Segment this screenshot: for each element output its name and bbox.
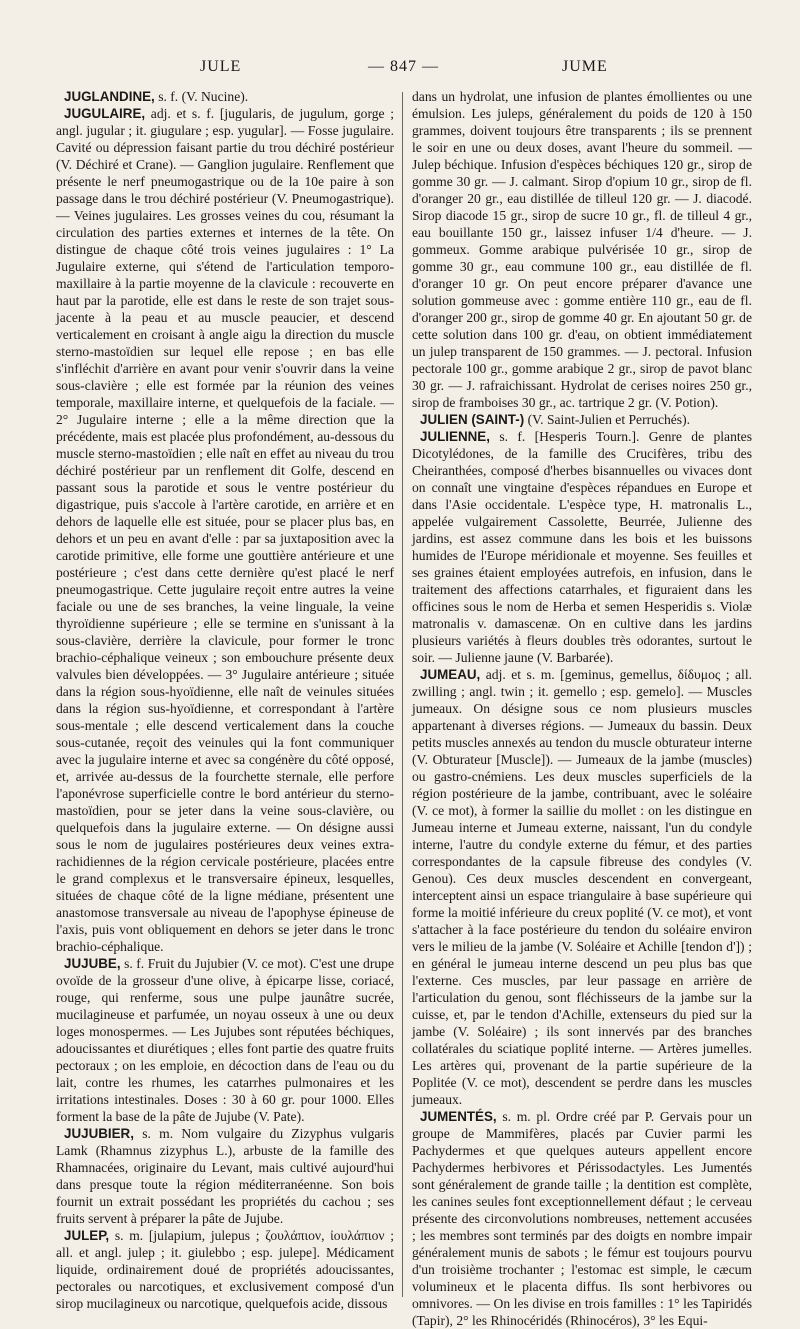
column-divider [402, 92, 403, 1297]
headword: JULIENNE, [420, 429, 490, 444]
entry-jumentes [412, 1108, 752, 1329]
entry-julien [412, 411, 752, 428]
entry-julep [56, 1227, 394, 1312]
entry-text: adj. et s. f. [jugularis, de jugulum, gorge ; angl. jugular ; it. giugulare ; esp. yugular]. — Fosse jugulaire. Cavité ou dépression faisant partie du trou déchiré postérieur (V. Déchiré et Crane). — Ganglion jugulaire. Renflement que présente le nerf pneumogastrique ou de la 10e paire à son passage dans le trou déchiré postérieur (V. Pneumogastrique). — Veines jugulaires. Les grosses veines du cou, résumant la circulation des parties externes et internes de la tête. On distingue de chaque côté trois veines jugulaires : 1° La Jugulaire externe, qui s'étend de l'articulation temporo-maxillaire à la partie moyenne de la clavicule : recouverte en haut par la parotide, elle est dans le reste de son trajet sous-jacente à la peau et au muscle peaucier, et descend verticalement en croisant à angle aigu la direction du muscle sterno-mastoïdien sur lequel elle repose ; en bas elle s'infléchit d'arrière en avant pour venir s'ouvrir dans la veine sous-clavière ; elle est formée par la réunion des veines temporale, maxillaire interne, et quelquefois de la faciale. — 2° Jugulaire interne ; elle a la même direction que la précédente, mais est placée plus profondément, au-dessous du muscle sterno-mastoïdien ; elle naît en effet au niveau du trou déchiré postérieur par un renflement dit Golfe, descend en passant sous la parotide et sous le ventre postérieur du digastrique, puis s'accole à l'artère carotide, en arrière et en dehors de laquelle elle est située, pour se placer plus bas, en dehors et un peu en avant d'elle : par sa juxtaposition avec la carotide primitive, elle forme une gouttière antérieure et une postérieure ; c'est dans cette dernière qu'est placé le nerf pneumogastrique. Cette jugulaire reçoit entre autres la veine faciale ou une de ses branches, la veine linguale, la veine thyroïdienne supérieure ; elle se termine en s'unissant à la sous-clavière, derrière la clavicule, pour former le tronc brachio-céphalique veineux ; son embouchure présente deux valvules bien développées. — 3° Jugulaire antérieure ; située dans la région sous-hyoïdienne, elle naît de veinules situées dans la région sus-hyoïdienne, et correspondant à l'artère sous-mentale ; elle descend verticalement dans la couche sous-cutanée, reçoit des veinules qui la font communiquer avec la jugulaire interne et avec sa congénère du côté opposé, et, arrivée au-dessus de la fourchette sternale, elle perfore l'aponévrose superficielle contre le bord antérieur du sterno-mastoïdien, pour se jeter dans la veine sous-clavière, ou quelquefois dans la jugulaire externe. — On désigne aussi sous le nom de jugulaires postérieures deux veines extra-rachidiennes de la région cervicale postérieure, placées entre le grand complexus et le transversaire épineux, lesquelles, situées de chaque côté de la ligne médiane, présentent une anastomose transversale au niveau de l'apophyse épineuse de l'axis, puis vont obliquement en dehors se jeter dans le tronc brachio-céphalique. [56, 106, 395, 954]
entry-text: s. f. Fruit du Jujubier (V. ce mot). C'est une drupe ovoïde de la grosseur d'une olive, à épicarpe lisse, coriacé, rouge, qui renferme, sous une pulpe jaunâtre sucrée, mucilagineuse et parfumée, un noyau osseux à une ou deux loges monospermes. — Les Jujubes sont réputées béchiques, adoucissantes et diurétiques ; elles font partie des quatre fruits pectoraux ; on les emploie, en décoction dans de l'eau ou du lait, contre les rhumes, les catarrhes pulmonaires et les irritations intestinales. Doses : 30 à 60 gr. pour 1000. Elles forment la base de la pâte de Jujube (V. Pate). [56, 956, 394, 1124]
page-number: — 847 — [368, 58, 439, 75]
entry-text: dans un hydrolat, une infusion de plantes émollientes ou une émulsion. Les juleps, généralement du poids de 120 à 150 grammes, doivent toujours être transparents ; ils se prennent le soir en une ou deux doses, avant l'heure du sommeil. — Julep béchique. Infusion d'espèces béchiques 120 gr., sirop de gomme 30 gr. — J. calmant. Sirop d'opium 10 gr., sirop de fl. d'oranger 20 gr., eau distillée de tilleul 120 gr. — J. diacodé. Sirop diacode 15 gr., sirop de sucre 10 gr., fl. de tilleul 4 gr., eau bouillante 150 gr., laissez infuser 1/4 d'heure. — J. gommeux. Gomme arabique pulvérisée 10 gr., sirop de gomme 30 gr., eau commune 100 gr., eau distillée de fl. d'oranger 10 gr. On peut encore préparer d'avance une solution gommeuse avec : gomme entière 110 gr., eau de fl. d'oranger 200 gr., sirop de gomme 40 gr. En ajoutant 50 gr. de cette solution dans 100 gr. d'eau, on obtient immédiatement un julep transparent de 150 grammes. — J. pectoral. Infusion pectorale 100 gr., gomme arabique 2 gr., sirop de pavot blanc 30 gr. — J. rafraichissant. Hydrolat de cerises noires 250 gr., sirop de framboises 30 gr., ac. tartrique 2 gr. (V. Potion). [412, 89, 752, 410]
headword: JUJUBE, [64, 956, 121, 971]
entry-jumeau [412, 666, 752, 1108]
headword: JUJUBIER, [64, 1126, 134, 1141]
entry-text: s. f. (V. Nucine). [158, 89, 249, 104]
headword: JULEP, [64, 1228, 110, 1243]
entry-text: (V. Saint-Julien et Perruchés). [527, 412, 691, 427]
entry-text: s. m. Nom vulgaire du Zizyphus vulgaris Lamk (Rhamnus zizyphus L.), arbuste de la famille des Rhamnacées, originaire du Levant, mais cultivé aujourd'hui dans presque toute la région méditerranéenne. Son bois fournit un extrait possédant les propriétés du cachou ; ses fruits servent à préparer la pâte de Jujube. [56, 1126, 394, 1226]
entry-julienne [412, 428, 752, 666]
right-column [412, 88, 752, 1328]
headword: JULIEN (SAINT-) [420, 412, 525, 427]
entry-jujube [56, 955, 394, 1125]
entry-jujubier [56, 1125, 394, 1227]
entry-juglandine [56, 88, 394, 105]
entry-text: adj. et s. m. [geminus, gemellus, δίδυμος ; all. zwilling ; angl. twin ; it. gemello ; esp. gemelo]. — Muscles jumeaux. On désigne sous ce nom plusieurs muscles appartenant à diverses régions. — Jumeaux du bassin. Deux petits muscles annexés au tendon du muscle obturateur interne (V. Obturateur [Muscle]). — Jumeaux de la jambe (muscles) ou gastro-cnémiens. Les deux muscles superficiels de la région postérieure de la jambe, contribuant, avec le soléaire (V. ce mot), à former la saillie du mollet : on les distingue en Jumeau interne et Jumeau externe, naissant, l'un du condyle interne, l'autre du condyle externe du fémur, et des parties correspondantes de la capsule fibreuse des condyles (V. Genou). Ces deux muscles descendent en convergeant, interceptent ainsi un espace triangulaire à base supérieure qui forme la moitié inférieure du creux poplité (V. ce mot), et vont s'attacher à la face postérieure du tendon du soléaire environ vers le milieu de la jambe (V. Soléaire et Achille [tendon d']) ; en général le jumeau interne descend un peu plus bas que l'externe. Ces muscles, par leur passage en arrière de l'articulation du genou, sont fléchisseurs de la jambe sur la cuisse, et, par le tendon d'Achille, extenseurs du pied sur la jambe (V. Soléaire) ; ils sont innervés par des branches collatérales du sciatique poplité interne. — Artères jumelles. Les artères qui, provenant de la partie supérieure de la Poplitée (V. ce mot), descendent se perdre dans les muscles jumeaux. [412, 667, 752, 1107]
headword: JUMENTÉS, [420, 1109, 497, 1124]
header-right-guideword: JUME [562, 58, 608, 75]
left-column [56, 88, 395, 1311]
entry-julep-continued [412, 88, 752, 411]
headword: JUMEAU, [420, 667, 481, 682]
entry-text: s. f. [Hesperis Tourn.]. Genre de plantes Dicotylédones, de la famille des Crucifères, tribu des Cheiranthées, composé d'herbes bisannuelles ou vivaces dont on connaît une vingtaine d'espèces répandues en Europe et dans l'Asie occidentale. L'espèce type, H. matronalis L., appelée vulgairement Cassolette, Beurrée, Julienne des jardins, est assez commune dans les bois et les buissons humides de l'Europe méridionale et moyenne. Ses feuilles et ses graines étaient employées autrefois, en infusion, dans le traitement des affections catarrhales, et figuraient dans les officines sous le nom de Herba et semen Hesperidis s. Violæ matronalis v. damascenæ. On en cultive dans les jardins plusieurs variétés à fleurs doubles très odorantes, surtout le soir. — Julienne jaune (V. Barbarée). [412, 429, 752, 665]
header-left-guideword: JULE [200, 58, 242, 75]
headword: JUGLANDINE, [64, 89, 155, 104]
entry-text: s. m. [julapium, julepus ; ζουλάπιον, ἰουλάπιον ; all. et angl. julep ; it. giulebbo ; esp. julepe]. Médicament liquide, ordinairement doué de propriétés adoucissantes, pectorales ou narcotiques, et exclusivement composé d'un sirop mucilagineux ou narcotique, quelquefois acide, dissous [56, 1228, 394, 1311]
running-header [60, 58, 760, 84]
entry-jugulaire [56, 105, 394, 955]
headword: JUGULAIRE, [64, 106, 146, 121]
entry-text: s. m. pl. Ordre créé par P. Gervais pour un groupe de Mammifères, placés par Cuvier parmi les Pachydermes et que quelques auteurs appellent encore Pachydermes herbivores et Périssodactyles. Les Jumentés sont généralement de grande taille ; la dentition est complète, les canines seules font exceptionnellement défaut ; le cerveau présente des circonvolutions nombreuses, nettement accusées ; les membres sont terminés par des doigts en nombre impair généralement munis de sabots ; le fémur est toujours pourvu d'un troisième trochanter ; l'estomac est simple, le cæcum volumineux et le placenta diffus. Ils sont herbivores ou omnivores. — On les divise en trois familles : 1° les Tapiridés (Tapir), 2° les Rhinocéridés (Rhinocéros), 3° les Equi- [412, 1109, 752, 1328]
